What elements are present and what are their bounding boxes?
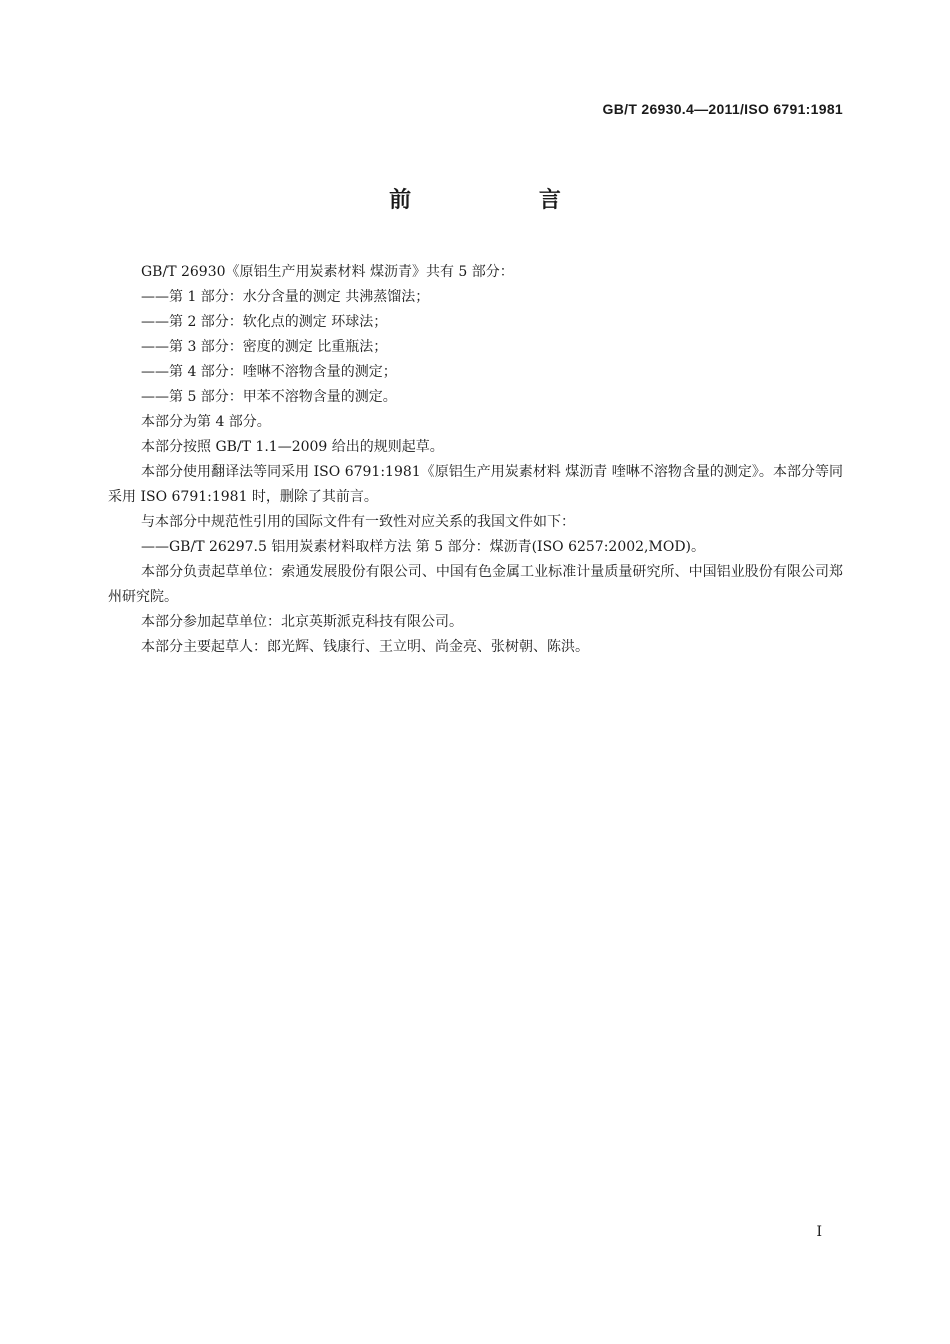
list-item-part-3: ——第 3 部分：密度的测定 比重瓶法； <box>141 339 388 355</box>
paragraph-intro: GB/T 26930《原铝生产用炭素材料 煤沥青》共有 5 部分： <box>141 264 514 280</box>
paragraph-drafting-rules: 本部分按照 GB/T 1.1—2009 给出的规则起草。 <box>141 439 444 455</box>
paragraph-participating-units: 本部分参加起草单位：北京英斯派克科技有限公司。 <box>141 614 463 630</box>
document-body <box>108 260 843 660</box>
paragraph-correspondence: 与本部分中规范性引用的国际文件有一致性对应关系的我国文件如下： <box>141 514 575 530</box>
paragraph-drafters: 本部分主要起草人：郎光辉、钱康行、王立明、尚金亮、张树朝、陈洪。 <box>141 639 589 655</box>
paragraph-adoption: 本部分使用翻译法等同采用 ISO 6791:1981《原铝生产用炭素材料 煤沥青 喹啉不溶物含量的测定》。本部分等同采用 ISO 6791:1981 时，删除了其前言。 <box>108 464 843 505</box>
list-item-part-1: ——第 1 部分：水分含量的测定 共沸蒸馏法； <box>141 289 430 305</box>
page-title: 前 言 <box>389 188 621 213</box>
list-item-reference: ——GB/T 26297.5 铝用炭素材料取样方法 第 5 部分：煤沥青(ISO 6257:2002,MOD)。 <box>141 539 706 555</box>
paragraph-this-part: 本部分为第 4 部分。 <box>141 414 271 430</box>
paragraph-responsible-units: 本部分负责起草单位：索通发展股份有限公司、中国有色金属工业标准计量质量研究所、中国铝业股份有限公司郑州研究院。 <box>108 564 843 605</box>
standard-code: GB/T 26930.4—2011/ISO 6791:1981 <box>602 101 843 117</box>
list-item-part-4: ——第 4 部分：喹啉不溶物含量的测定； <box>141 364 397 380</box>
list-item-part-5: ——第 5 部分：甲苯不溶物含量的测定。 <box>141 389 397 405</box>
list-item-part-2: ——第 2 部分：软化点的测定 环球法； <box>141 314 388 330</box>
page-number: I <box>816 1224 822 1240</box>
